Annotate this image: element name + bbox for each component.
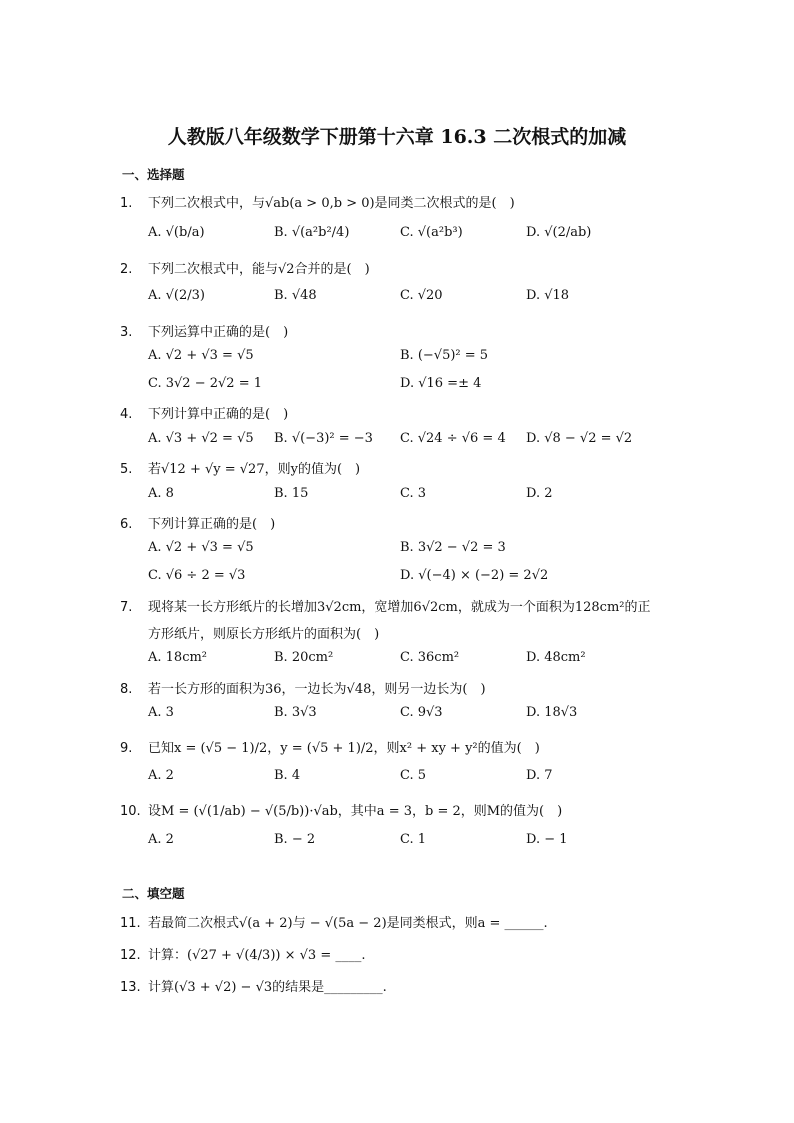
option-d: D. √8 − √2 = √2: [526, 431, 633, 446]
option-b: B. √(a²b²/4): [274, 225, 350, 240]
option-d: D. √(−4) × (−2) = 2√2: [400, 568, 549, 583]
option-b: B. 3√2 − √2 = 3: [400, 540, 506, 555]
option-b: B. (−√5)² = 5: [400, 348, 489, 363]
question-7: [120, 596, 651, 615]
question-12: [120, 944, 365, 963]
question-text: 若最简二次根式√(a + 2)与 − √(5a − 2)是同类根式，则a = ______.: [148, 916, 548, 931]
option-d: D. 18√3: [526, 705, 578, 720]
option-b: B. 15: [274, 486, 309, 501]
option-d: D. 2: [526, 486, 553, 501]
question-11: [120, 912, 548, 931]
option-b: B. 3√3: [274, 705, 317, 720]
question-text: 计算(√3 + √2) − √3的结果是_________.: [148, 980, 387, 995]
question-number: 2.: [120, 262, 133, 277]
question-text: 方形纸片，则原长方形纸片的面积为( ): [148, 627, 380, 642]
option-d: D. − 1: [526, 832, 568, 847]
option-d: D. √(2/ab): [526, 225, 592, 240]
question-text: 下列二次根式中，能与√2合并的是( ): [148, 262, 370, 277]
section-heading-choice: 一、选择题: [122, 167, 185, 182]
option-c: C. 5: [400, 768, 427, 783]
question-3: [120, 321, 288, 340]
option-d: D. √18: [526, 288, 570, 303]
option-b: B. √(−3)² = −3: [274, 431, 373, 446]
option-c: C. 3√2 − 2√2 = 1: [148, 376, 262, 391]
option-c: C. √6 ÷ 2 = √3: [148, 568, 246, 583]
question-9: [120, 737, 540, 756]
question-number: 5.: [120, 462, 133, 477]
question-number: 1.: [120, 196, 133, 211]
question-text: 设M = (√(1/ab) − √(5/b))·√ab，其中a = 3，b = 2，则M的值为( ): [148, 804, 563, 819]
question-number: 6.: [120, 517, 133, 532]
question-6: [120, 513, 275, 532]
option-a: A. √2 + √3 = √5: [148, 540, 254, 555]
option-c: C. 9√3: [400, 705, 443, 720]
question-number: 10.: [120, 804, 141, 819]
option-a: A. √2 + √3 = √5: [148, 348, 254, 363]
option-d: D. √16 =± 4: [400, 376, 482, 391]
question-5: [120, 458, 360, 477]
option-a: A. 3: [148, 705, 174, 720]
question-text: 下列运算中正确的是( ): [148, 325, 289, 340]
question-number: 3.: [120, 325, 133, 340]
question-text: 若√12 + √y = √27，则y的值为( ): [148, 462, 361, 477]
option-a: A. √3 + √2 = √5: [148, 431, 254, 446]
question-text: 已知x = (√5 − 1)/2，y = (√5 + 1)/2，则x² + xy + y²的值为( ): [148, 741, 540, 756]
question-number: 11.: [120, 916, 141, 931]
option-c: C. 1: [400, 832, 427, 847]
question-text: 现将某一长方形纸片的长增加3√2cm，宽增加6√2cm，就成为一个面积为128cm²的正: [148, 600, 651, 615]
question-number: 7.: [120, 600, 133, 615]
question-10: [120, 800, 562, 819]
option-c: C. 36cm²: [400, 650, 460, 665]
option-b: B. − 2: [274, 832, 316, 847]
option-d: D. 7: [526, 768, 553, 783]
option-a: A. √(2/3): [148, 288, 206, 303]
option-c: C. √(a²b³): [400, 225, 463, 240]
option-c: C. 3: [400, 486, 427, 501]
question-text: 若一长方形的面积为36，一边长为√48，则另一边长为( ): [148, 682, 486, 697]
option-a: A. 18cm²: [148, 650, 208, 665]
option-c: C. √24 ÷ √6 = 4: [400, 431, 506, 446]
question-number: 8.: [120, 682, 133, 697]
question-number: 13.: [120, 980, 141, 995]
question-number: 4.: [120, 407, 133, 422]
option-b: B. 20cm²: [274, 650, 334, 665]
option-c: C. √20: [400, 288, 443, 303]
question-text: 下列计算正确的是( ): [148, 517, 276, 532]
section-heading-fill-in: 二、填空题: [122, 886, 185, 901]
option-d: D. 48cm²: [526, 650, 586, 665]
option-a: A. 2: [148, 832, 174, 847]
question-number: 12.: [120, 948, 141, 963]
question-2: [120, 258, 370, 277]
option-b: B. 4: [274, 768, 301, 783]
page-title: 人教版八年级数学下册第十六章 16.3 二次根式的加减: [167, 126, 627, 148]
option-a: A. 2: [148, 768, 174, 783]
question-text: 计算：(√27 + √(4/3)) × √3 = ____.: [148, 948, 366, 963]
question-text: 下列计算中正确的是( ): [148, 407, 289, 422]
question-4: [120, 403, 288, 422]
question-13: [120, 976, 387, 995]
question-text: 下列二次根式中，与√ab(a > 0,b > 0)是同类二次根式的是( ): [148, 196, 515, 211]
option-b: B. √48: [274, 288, 317, 303]
question-number: 9.: [120, 741, 133, 756]
question-7-continuation: [148, 623, 379, 642]
question-1: [120, 192, 515, 211]
question-8: [120, 678, 486, 697]
option-a: A. 8: [148, 486, 174, 501]
option-a: A. √(b/a): [148, 225, 205, 240]
